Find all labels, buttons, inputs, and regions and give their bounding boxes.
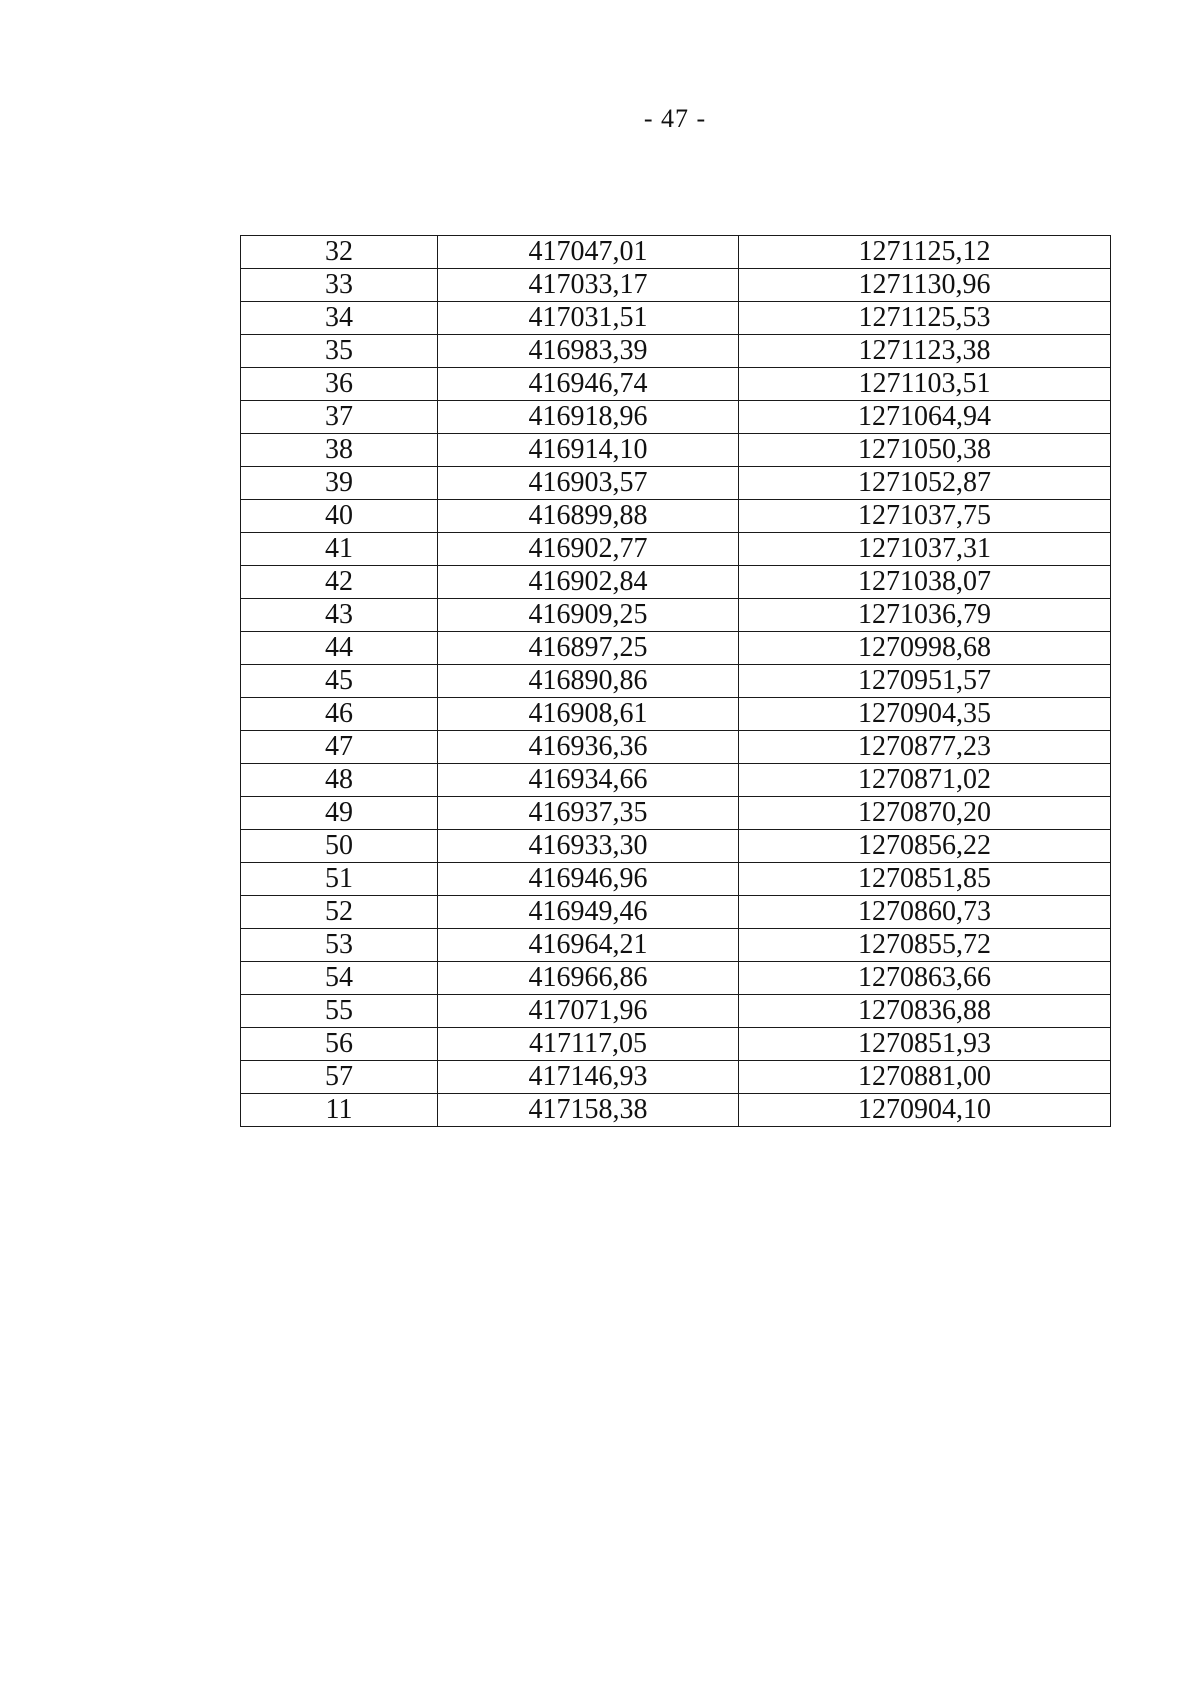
point-number-cell: 50: [241, 830, 438, 863]
point-number-cell: 54: [241, 962, 438, 995]
x-coordinate-cell: 416964,21: [438, 929, 739, 962]
table-row: [241, 533, 1111, 566]
y-coordinate-cell: 1271123,38: [739, 335, 1111, 368]
x-coordinate-cell: 416934,66: [438, 764, 739, 797]
y-coordinate-cell: 1270904,10: [739, 1094, 1111, 1127]
table-row: [241, 1061, 1111, 1094]
y-coordinate-cell: 1270856,22: [739, 830, 1111, 863]
table-row: [241, 236, 1111, 269]
x-coordinate-cell: 416902,77: [438, 533, 739, 566]
point-number-cell: 51: [241, 863, 438, 896]
point-number-cell: 49: [241, 797, 438, 830]
x-coordinate-cell: 416946,96: [438, 863, 739, 896]
x-coordinate-cell: 416933,30: [438, 830, 739, 863]
y-coordinate-cell: 1271036,79: [739, 599, 1111, 632]
page-number: - 47 -: [643, 104, 707, 133]
x-coordinate-cell: 416903,57: [438, 467, 739, 500]
point-number-cell: 53: [241, 929, 438, 962]
table-row: [241, 599, 1111, 632]
x-coordinate-cell: 416946,74: [438, 368, 739, 401]
table-row: [241, 929, 1111, 962]
table-row: [241, 467, 1111, 500]
y-coordinate-cell: 1270855,72: [739, 929, 1111, 962]
table-row: [241, 731, 1111, 764]
y-coordinate-cell: 1271064,94: [739, 401, 1111, 434]
table-row: [241, 665, 1111, 698]
y-coordinate-cell: 1271037,75: [739, 500, 1111, 533]
point-number-cell: 40: [241, 500, 438, 533]
x-coordinate-cell: 417117,05: [438, 1028, 739, 1061]
point-number-cell: 57: [241, 1061, 438, 1094]
y-coordinate-cell: 1270870,20: [739, 797, 1111, 830]
table-row: [241, 698, 1111, 731]
point-number-cell: 52: [241, 896, 438, 929]
point-number-cell: 55: [241, 995, 438, 1028]
table-row: [241, 1028, 1111, 1061]
x-coordinate-cell: 417031,51: [438, 302, 739, 335]
y-coordinate-cell: 1271125,53: [739, 302, 1111, 335]
table-row: [241, 962, 1111, 995]
coordinates-table-body: [241, 236, 1111, 1127]
x-coordinate-cell: 416909,25: [438, 599, 739, 632]
point-number-cell: 56: [241, 1028, 438, 1061]
point-number-cell: 32: [241, 236, 438, 269]
table-row: [241, 368, 1111, 401]
x-coordinate-cell: 417033,17: [438, 269, 739, 302]
point-number-cell: 48: [241, 764, 438, 797]
table-row: [241, 434, 1111, 467]
point-number-cell: 39: [241, 467, 438, 500]
table-row: [241, 566, 1111, 599]
y-coordinate-cell: 1270871,02: [739, 764, 1111, 797]
table-row: [241, 764, 1111, 797]
point-number-cell: 35: [241, 335, 438, 368]
point-number-cell: 44: [241, 632, 438, 665]
table-row: [241, 401, 1111, 434]
point-number-cell: 47: [241, 731, 438, 764]
point-number-cell: 41: [241, 533, 438, 566]
x-coordinate-cell: 416949,46: [438, 896, 739, 929]
table-row: [241, 1094, 1111, 1127]
table-row: [241, 896, 1111, 929]
x-coordinate-cell: 417158,38: [438, 1094, 739, 1127]
x-coordinate-cell: 417071,96: [438, 995, 739, 1028]
table-row: [241, 500, 1111, 533]
point-number-cell: 11: [241, 1094, 438, 1127]
table-row: [241, 830, 1111, 863]
x-coordinate-cell: 416918,96: [438, 401, 739, 434]
table-row: [241, 632, 1111, 665]
point-number-cell: 36: [241, 368, 438, 401]
y-coordinate-cell: 1270998,68: [739, 632, 1111, 665]
x-coordinate-cell: 416983,39: [438, 335, 739, 368]
x-coordinate-cell: 416899,88: [438, 500, 739, 533]
point-number-cell: 34: [241, 302, 438, 335]
coordinates-table: [240, 235, 1111, 1127]
table-row: [241, 335, 1111, 368]
point-number-cell: 45: [241, 665, 438, 698]
point-number-cell: 33: [241, 269, 438, 302]
x-coordinate-cell: 416897,25: [438, 632, 739, 665]
table-row: [241, 302, 1111, 335]
y-coordinate-cell: 1270877,23: [739, 731, 1111, 764]
y-coordinate-cell: 1271103,51: [739, 368, 1111, 401]
y-coordinate-cell: 1270951,57: [739, 665, 1111, 698]
x-coordinate-cell: 416902,84: [438, 566, 739, 599]
y-coordinate-cell: 1271050,38: [739, 434, 1111, 467]
y-coordinate-cell: 1270904,35: [739, 698, 1111, 731]
y-coordinate-cell: 1270881,00: [739, 1061, 1111, 1094]
x-coordinate-cell: 416966,86: [438, 962, 739, 995]
y-coordinate-cell: 1270860,73: [739, 896, 1111, 929]
table-row: [241, 995, 1111, 1028]
y-coordinate-cell: 1270851,85: [739, 863, 1111, 896]
x-coordinate-cell: 416914,10: [438, 434, 739, 467]
table-row: [241, 269, 1111, 302]
point-number-cell: 46: [241, 698, 438, 731]
x-coordinate-cell: 417146,93: [438, 1061, 739, 1094]
y-coordinate-cell: 1271125,12: [739, 236, 1111, 269]
y-coordinate-cell: 1270836,88: [739, 995, 1111, 1028]
x-coordinate-cell: 416890,86: [438, 665, 739, 698]
point-number-cell: 37: [241, 401, 438, 434]
point-number-cell: 43: [241, 599, 438, 632]
table-row: [241, 863, 1111, 896]
y-coordinate-cell: 1270863,66: [739, 962, 1111, 995]
y-coordinate-cell: 1271052,87: [739, 467, 1111, 500]
y-coordinate-cell: 1270851,93: [739, 1028, 1111, 1061]
x-coordinate-cell: 416936,36: [438, 731, 739, 764]
y-coordinate-cell: 1271037,31: [739, 533, 1111, 566]
x-coordinate-cell: 416908,61: [438, 698, 739, 731]
point-number-cell: 38: [241, 434, 438, 467]
y-coordinate-cell: 1271130,96: [739, 269, 1111, 302]
table-row: [241, 797, 1111, 830]
x-coordinate-cell: 416937,35: [438, 797, 739, 830]
x-coordinate-cell: 417047,01: [438, 236, 739, 269]
y-coordinate-cell: 1271038,07: [739, 566, 1111, 599]
point-number-cell: 42: [241, 566, 438, 599]
